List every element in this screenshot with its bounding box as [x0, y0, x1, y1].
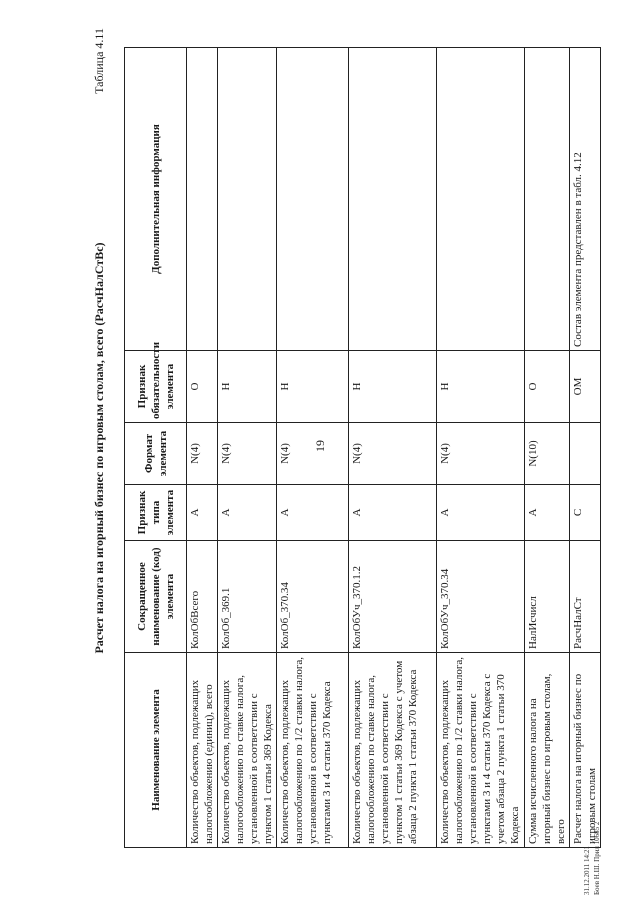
- cell-format: N(4): [187, 423, 218, 485]
- cell-format: N(4): [437, 423, 525, 485]
- cell-code: КолОб_370.34: [277, 541, 349, 653]
- table-row: [187, 48, 218, 848]
- rotated-content: [84, 28, 598, 868]
- cell-required: О: [525, 351, 570, 423]
- table-header-row: [125, 48, 187, 848]
- table-row: [525, 48, 570, 848]
- page-number: 19: [313, 440, 327, 452]
- table-row: [277, 48, 349, 848]
- cell-type: А: [437, 485, 525, 541]
- cell-info: [218, 48, 277, 351]
- cell-name: Количество объектов, подлежащих налогообложению по 1/2 ставки налога, установленной в соответствии с пунктами 3 и 4 статьи 370 Кодекса с учетом абзаца 2 пункта 1 статьи 370 Кодекса: [437, 653, 525, 848]
- footer-timestamp: 31.12.2011 14:21: [583, 846, 591, 895]
- col-header-code: Сокращенное наименование (код) элемента: [125, 541, 187, 653]
- cell-name: Количество объектов, подлежащих налогообложению (единиц), всего: [187, 653, 218, 848]
- cell-info: [349, 48, 437, 351]
- cell-required: О: [187, 351, 218, 423]
- cell-info: [187, 48, 218, 351]
- cell-name: Количество объектов, подлежащих налогообложению по ставке налога, установленной в соответствии с пунктом 1 статьи 369 Кодекса с учетом абзаца 2 пункта 1 статьи 370 Кодекса: [349, 653, 437, 848]
- footer-document-ref: Боев Н.Ш. Прил 10685 2: [593, 821, 601, 895]
- cell-code: КолОб_369.1: [218, 541, 277, 653]
- col-header-name: Наименование элемента: [125, 653, 187, 848]
- table-row: [437, 48, 525, 848]
- table-label: Таблица 4.11: [92, 28, 106, 94]
- cell-required: Н: [277, 351, 349, 423]
- cell-info: [277, 48, 349, 351]
- cell-required: Н: [437, 351, 525, 423]
- cell-required: ОМ: [570, 351, 601, 423]
- cell-format: N(10): [525, 423, 570, 485]
- cell-info: Состав элемента представлен в табл. 4.12: [570, 48, 601, 351]
- cell-type: А: [277, 485, 349, 541]
- cell-required: Н: [218, 351, 277, 423]
- cell-info: [525, 48, 570, 351]
- cell-code: НалИсчисл: [525, 541, 570, 653]
- col-header-type: Признак типа элемента: [125, 485, 187, 541]
- cell-required: Н: [349, 351, 437, 423]
- col-header-info: Дополнительная информация: [125, 48, 187, 351]
- elements-table: [124, 47, 601, 848]
- cell-info: [437, 48, 525, 351]
- cell-code: КолОбУч_370.34: [437, 541, 525, 653]
- cell-type: А: [218, 485, 277, 541]
- cell-name: Сумма исчисленного налога на игорный бизнес по игровым столам, всего: [525, 653, 570, 848]
- cell-code: КолОбВсего: [187, 541, 218, 653]
- cell-format: N(4): [349, 423, 437, 485]
- col-header-required: Признак обязательности элемента: [125, 351, 187, 423]
- cell-format: [570, 423, 601, 485]
- cell-type: А: [349, 485, 437, 541]
- cell-name: Количество объектов, подлежащих налогообложению по ставке налога, установленной в соответствии с пунктом 1 статьи 369 Кодекса: [218, 653, 277, 848]
- cell-name: Расчет налога на игорный бизнес по игровым столам: [570, 653, 601, 848]
- table-row: [349, 48, 437, 848]
- cell-code: КолОбУч_370.1.2: [349, 541, 437, 653]
- cell-type: А: [525, 485, 570, 541]
- page-footer: [582, 785, 606, 895]
- cell-type: С: [570, 485, 601, 541]
- cell-format: N(4): [218, 423, 277, 485]
- col-header-format: Формат элемента: [125, 423, 187, 485]
- cell-format: N(4): [277, 423, 349, 485]
- cell-name: Количество объектов, подлежащих налогообложению по 1/2 ставки налога, установленной в соответствии с пунктами 3 и 4 статьи 370 Кодекса: [277, 653, 349, 848]
- table-row: [218, 48, 277, 848]
- table-row: [570, 48, 601, 848]
- cell-type: А: [187, 485, 218, 541]
- table-title: Расчет налога на игорный бизнес по игровым столам, всего (РасчНалСтВс): [92, 242, 106, 654]
- cell-code: РасчНалСт: [570, 541, 601, 653]
